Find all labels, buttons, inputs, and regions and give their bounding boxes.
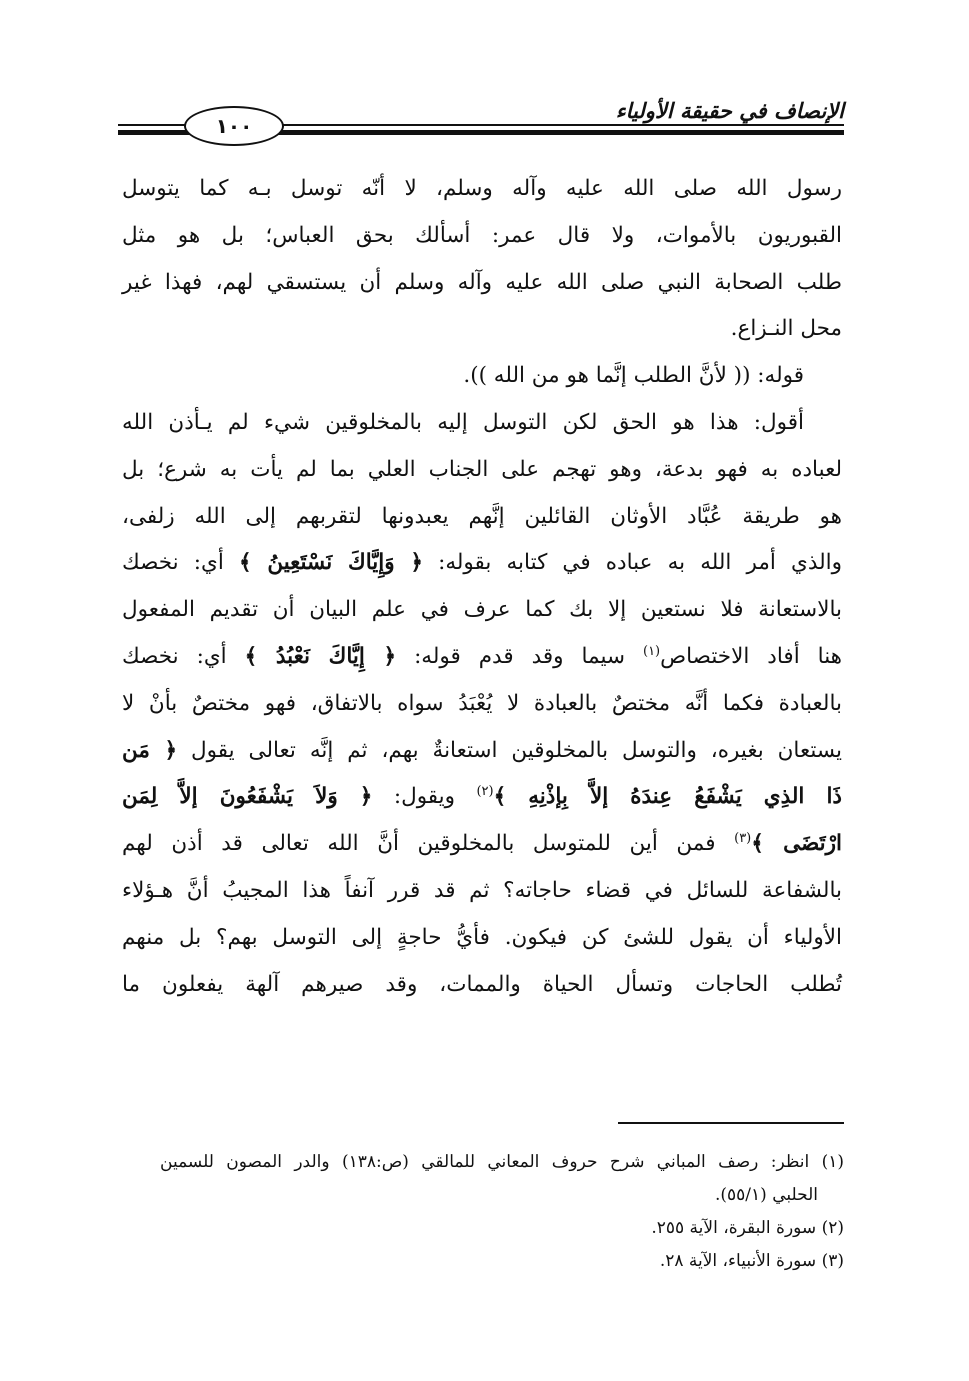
body-line: تُطلب الحاجات وتسأل الحياة والممات، وقد صيرهم آلهة يفعلون ما <box>122 971 842 997</box>
footnote: (٢) سورة البقرة، الآية ٢٥٥. <box>651 1218 844 1238</box>
footnote-continuation: الحلبي (٥٥/١). <box>714 1185 818 1205</box>
body-text <box>122 166 842 1008</box>
text-segment: فمن أين للمتوسل بالمخلوقين أنَّ الله تعالى قد أذن لهم <box>122 831 716 857</box>
body-line: أقول: هذا هو الحق لكن التوسل إليه بالمخلوقين شيء لم يـأذن الله <box>122 409 804 435</box>
text-segment: والذي أمر الله به عباده في كتابه بقوله: <box>438 550 843 576</box>
quran-verse: ﴿ إِيَّاكَ نَعْبُدُ ﴾ <box>244 643 397 669</box>
text-segment: أي: نخصك <box>122 643 227 669</box>
footnote-ref: (١) <box>642 643 661 659</box>
body-line: بالعبادة فكما أنَّه مختصٌ بالعبادة لا يُعْبَدُ سواه بالاتفاق، فهو مختصٌ بأنْ لا <box>122 690 842 716</box>
quran-verse: ﴿ وَإِيَّاكَ نَسْتَعِينُ ﴾ <box>238 550 423 576</box>
body-line <box>122 821 842 868</box>
quran-verse: ﴿ وَلاَ يَشْفَعُونَ إلاَّ لِمَن <box>122 784 373 810</box>
body-line: القبوريون بالأموات، ولا قال عمر: أسألك بحق العباس؛ بل هو مثل <box>122 222 842 248</box>
footnote: (١) انظر: رصف المباني شرح حروف المعاني للمالقي (ص:١٣٨) والدر المصون للسمين <box>160 1152 844 1172</box>
body-line: لعباده به فهو بدعة، وهو تهجم على الجناب العلي بما لم يأت به شرع؛ بل <box>122 456 842 482</box>
footnote-separator <box>618 1122 844 1124</box>
page-header <box>118 78 844 148</box>
quran-verse: ارْتَضَى ﴾ <box>751 831 843 857</box>
footnotes <box>160 1146 844 1278</box>
footnote-ref: (٣) <box>734 831 752 846</box>
text-segment: سيما وقد قدم قوله: <box>414 643 625 669</box>
running-title: الإنصاف في حقيقة الأولياء <box>615 98 844 123</box>
body-line <box>122 774 842 821</box>
text-segment: أي: نخصك <box>122 550 224 576</box>
quran-verse: ﴿ مَن <box>122 737 178 763</box>
body-line: بالشفاعة للسائل في قضاء حاجاته؟ ثم قد قرر آنفاً هذا المجيبُ أنَّ هـؤلاء <box>122 877 842 903</box>
body-line: بالاستعانة فلا نستعين إلا بك كما عرف في علم البيان أن تقديم المفعول <box>122 597 842 623</box>
text-segment: هنا أفاد الاختصاص <box>660 643 843 669</box>
body-line <box>122 728 842 775</box>
body-line: هو طريقة عُبَّاد الأوثان القائلين إنَّهم يعبدونها لتقربهم إلى الله زلفى، <box>122 503 842 529</box>
text-segment: يستعان بغيره، والتوسل بالمخلوقين استعانةٌ بهم، ثم إنَّه تعالى يقول <box>191 737 842 763</box>
body-line: طلب الصحابة النبي صلى الله عليه وآله وسلم أن يستسقي لهم، فهذا غير <box>122 269 842 295</box>
text-segment: ويقول: <box>393 784 456 810</box>
body-line: الأولياء أن يقول للشئ كن فيكون. فأيُّ حاجةٍ إلى التوسل بهم؟ بل منهم <box>122 924 842 950</box>
footnote: (٣) سورة الأنبياء، الآية ٢٨. <box>659 1251 844 1271</box>
quran-verse: ذَا الذِي يَشْفَعُ عِندَهُ إلاَّ بِإذْنِهِ ﴾ <box>493 784 842 810</box>
body-line: محل النـزاع. <box>730 316 842 342</box>
body-line <box>122 540 842 587</box>
footnote-ref: (٢) <box>476 784 494 800</box>
body-line: رسول الله صلى الله عليه وآله وسلم، لا أنّه توسل بـه كما يتوسل <box>122 176 842 201</box>
body-line: قوله: (( لأنَّ الطلب إنَّما هو من الله )). <box>463 363 804 389</box>
page-number: ١٠٠ <box>184 106 284 146</box>
body-line <box>122 634 842 681</box>
